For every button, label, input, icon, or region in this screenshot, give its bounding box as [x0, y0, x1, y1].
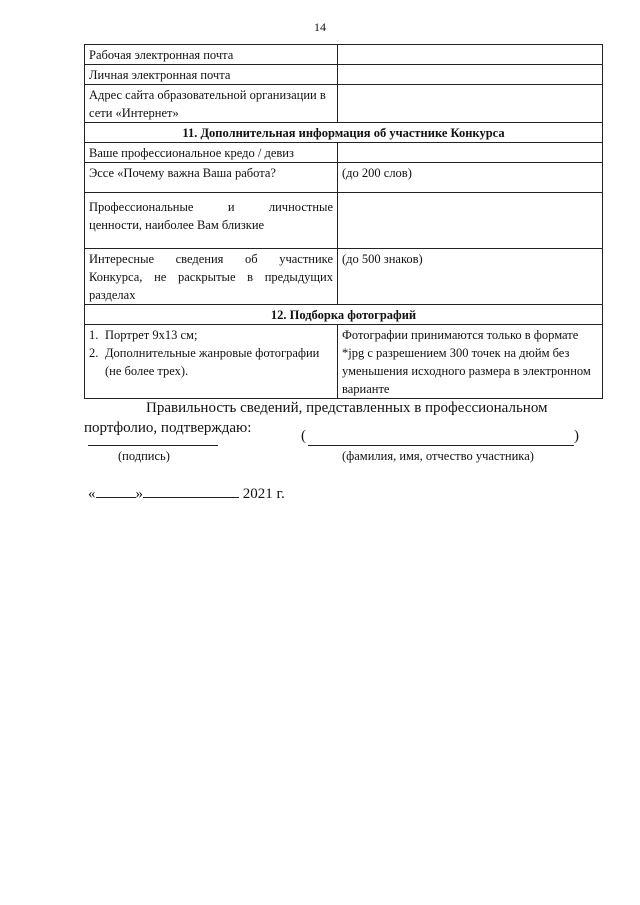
table-row	[85, 305, 603, 325]
values-cell	[85, 193, 338, 249]
table-row	[85, 123, 603, 143]
values-label-line2: ценности, наиболее Вам близкие	[89, 218, 265, 232]
signature-line[interactable]	[88, 445, 218, 446]
page-number: 14	[314, 20, 326, 34]
photos-list	[89, 326, 333, 380]
table-row	[85, 85, 603, 123]
confirmation-line2: портфолио, подтверждаю:	[84, 420, 252, 436]
work-email-label: Рабочая электронная почта	[85, 45, 338, 65]
table-row	[85, 249, 603, 305]
confirmation-line1: Правильность сведений, представленных в профессиональном	[146, 400, 548, 416]
date-line	[88, 483, 285, 503]
list-item-number: 1.	[89, 328, 99, 342]
org-site-label: Адрес сайта образовательной организации в сети «Интернет»	[85, 85, 338, 123]
credo-label: Ваше профессиональное кредо / девиз	[85, 143, 338, 163]
values-label-line1: Профессиональные и личностные	[89, 200, 333, 214]
participant-form-table	[84, 44, 603, 399]
extra-photos-item: Дополнительные жанровые фотографии (не более трех).	[105, 346, 320, 378]
portrait-item: Портрет 9x13 см;	[105, 328, 198, 342]
date-open-quote: «	[88, 486, 96, 502]
personal-email-field[interactable]	[338, 65, 603, 85]
personal-email-label: Личная электронная почта	[85, 65, 338, 85]
month-field[interactable]	[143, 483, 239, 498]
table-row	[85, 325, 603, 399]
day-field[interactable]	[96, 483, 136, 498]
values-field[interactable]	[338, 193, 603, 249]
table-row	[85, 65, 603, 85]
name-paren-close: )	[574, 428, 579, 444]
credo-field[interactable]	[338, 143, 603, 163]
section-11-title: 11. Дополнительная информация об участнике Конкурса	[85, 123, 603, 143]
table-row	[85, 193, 603, 249]
essay-limit[interactable]: (до 200 слов)	[338, 163, 603, 193]
full-name-line[interactable]	[308, 445, 574, 446]
table-row	[85, 45, 603, 65]
signature-caption: (подпись)	[118, 449, 170, 463]
list-item	[89, 326, 333, 344]
org-site-field[interactable]	[338, 85, 603, 123]
date-close-quote: »	[135, 486, 143, 502]
confirmation-text	[84, 398, 604, 438]
name-paren-open: (	[301, 428, 306, 444]
work-email-field[interactable]	[338, 45, 603, 65]
table-row	[85, 163, 603, 193]
photo-format-note: Фотографии принимаются только в формате *jpg с разрешением 300 точек на дюйм без уменьшения исходного размера в электронном варианте	[338, 325, 603, 399]
date-year: 2021 г.	[242, 486, 285, 502]
name-caption: (фамилия, имя, отчество участника)	[342, 449, 534, 463]
essay-label: Эссе «Почему важна Ваша работа?	[85, 163, 338, 193]
facts-label: Интересные сведения об участнике Конкурса, не раскрытые в предыдущих разделах	[85, 249, 338, 305]
section-12-title: 12. Подборка фотографий	[85, 305, 603, 325]
photos-list-cell	[85, 325, 338, 399]
list-item	[89, 344, 333, 380]
table-row	[85, 143, 603, 163]
facts-limit[interactable]: (до 500 знаков)	[338, 249, 603, 305]
list-item-number: 2.	[89, 346, 99, 360]
